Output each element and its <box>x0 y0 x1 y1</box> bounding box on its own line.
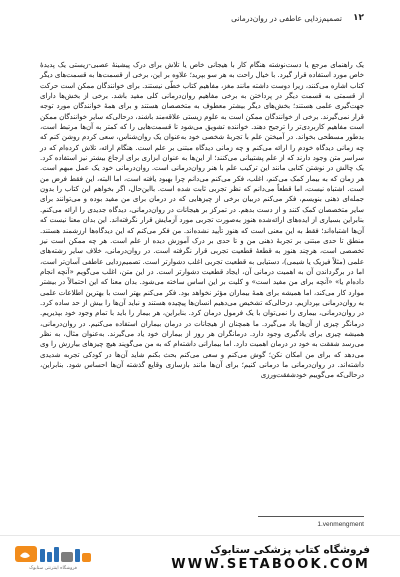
footer-banner <box>0 535 400 577</box>
setabook-logo-icon <box>14 543 92 565</box>
store-logo[interactable] <box>14 543 92 573</box>
running-title: تصمیم‌زدایی عاطفی در روان‌درمانی <box>231 14 342 23</box>
footnote-divider <box>258 516 364 517</box>
store-name: فروشگاه کتاب پزشکی ستابوک <box>210 544 370 556</box>
page-number: ۱۲ <box>353 13 364 23</box>
body-paragraph: یک راهنمای مرجع یا دست‌نوشته هنگام کار با هیجانی خاص یا تلاش برای درک پیشینهٔ عصبی-زیستی یک پدیدهٔ خاص مورد استفاده قرار گیرد. با خیال راحت به هر سو بپرید؛ علاوه بر این، برخی از قسمت‌ها به قسمت‌های دیگر کتاب اشاره می‌کنند، زیرا دوست داشته مانند مغز، مفاهیم کتاب خطّی نیستند. برای خوانندگان ممکن است حرکت از قسمتی به قسمت دیگر در پرداختن به برخی مفاهیم روان‌درمانی کلی مفید باشد. برخی از بخش‌ها دارای جهت‌گیری علمی هستند؛ بخش‌های دیگر بیشتر معطوف به متخصصان هستند و برای همهٔ خوانندگان مورد توجه قرار نمی‌گیرند. برخی از خوانندگان ممکن است به علوم زیستی علاقه‌مند باشند، درحالی‌که سایر خوانندگان ممکن است مفاهیم کاربردی‌تر را ترجیح دهند. خواننده تشویق می‌شود تا قسمت‌هایی را که کمتر به آن‌ها مرتبط است، بدطور مسطحی بخواند. در آمیختن علم با تجربهٔ شخصی خود به‌عنوان یک روان‌شناس، سعی کردم روشن کنم که چه زمانی دیدگاه خودم را ارائه می‌کنم و چه زمانی دیدگاه مبتنی بر علم است. هنگام ارائه، تلاش کرده‌ام که در سراسر متن وجود دارند که از علم پشتیبانی می‌کنند؛ از این‌ها به عنوان ابزاری برای ارجاع بیشتر نیز استفاده کرد. یک چالش در نوشتن کتابی مانند این ترکیب علم با هنر روان‌درمانی است. روان‌درمانی خود یک عمل مبهم است. هر زمان که به بیمار کمک می‌کنم، اغلب، فکر می‌کنم می‌دانم چرا بهبود یافته است، اما البته، این فقط فرض من است. اشتباه نیست، اما قطعاً می‌دانم که نظر تجربی ثابت شده است. بااین‌حال، اگر بخواهم این کتاب را بدون جمله‌ای ذهنی بنویسم، فکر می‌کنم دربیان برخی از چیزهایی که در درمان برای من مفید بوده و می‌توانند برای سایر متخصصان کمک کنند و از دست بدهم. در تمرکز بر هیجانات در روان‌درمانی، دیدگاه جدیدی را ارائه می‌کنم. بنابراین بسیاری از ایده‌های ارائه‌شده هنوز به‌صورت تجربی مورد آزمایش قرار نگرفته‌اند. این بدان معنا نیست که آن‌ها اشتباه‌اند؛ فقط به این معنی است که هنوز تأیید نشده‌اند. من فکر می‌کنم که این دیدگاه‌ها ارزشمند هستند. منطق تا حدی مبتنی بر تجربهٔ ذهنی من و تا حدی بر درک آموزش دیده از علم است. هر چه ممکن است نیز تخصصی است، هرچند هنوز به قطعهٔ قطعیت تجربی قرار نگرفته است. در روان‌درمانی، خلاف سایر رشته‌های علمی (مثلاً فیزیک یا شیمی)، دستیابی به قطعیت تجربی اغلب دشوارتر است. تصمیم‌زدایی عاطفی آسان‌تر است، اما در برگرداندن آن به اهمیت درمانی آن، ایجاد قطعیت دشوارتر است. در این متن، اغلب می‌گویم «آنچه انجام داده‌ام یا» «آنچه برای من مفید است» و کلیت بر این اساس ساخته می‌شود. بدان معنا که این احتمالاً در بیشتر موارد کار می‌کند، اما همیشه برای همهٔ بیماران مؤثر نخواهد بود. فکر می‌کنم بهتر است با بهترین اطلاعات علمی به روان‌درمانی بپردازیم. درحالی‌که تشخیص می‌دهیم انسان‌ها پیچیده هستند و نباید آن‌ها را بیش از حد ساده کرد. در روان‌درمانی، بیماری را نمی‌توان با یک فرمول درمان کرد. بنابراین، هر بیمار را باید با تمام وجود خود بپذیریم. درمانگر چیزی از آن‌ها یاد می‌گیرد. ما همچنان از هیجانات در درمان بیماران استفاده می‌کنیم. در روان‌درمانی، همیشه چیزی برای یادگیری وجود دارد. درمانگران هر روز از بیماران خود یاد می‌گیرند. به‌عنوان مثال، به نظر می‌رسد شفقت به خود در درمان اهمیت دارد. اما بیمارانی داشته‌ام که به من می‌گویند هیچ چیزهای بیارزش را وی می‌دهد که برای من امکان نکن؛ گوش می‌کنم و سعی می‌کنم بحث بکنم شاید آن‌ها در کودکی تجربه شدیدی داشته‌اند. در روان‌درمانی ما درمانی کنیم؛ برای آن‌ها مانند بازسازی وقایع گذشته آن‌ها احساس شود. بنابراین، درحالی‌که می‌گوییم خودشفقت‌ورزی <box>40 61 364 380</box>
footnote: 1.venmengment <box>317 521 364 528</box>
page-header <box>40 13 364 29</box>
store-url-link[interactable]: WWW.SETABOOK.COM <box>171 557 370 572</box>
logo-tagline: فروشگاه اینترنتی ستابوک <box>29 566 77 571</box>
